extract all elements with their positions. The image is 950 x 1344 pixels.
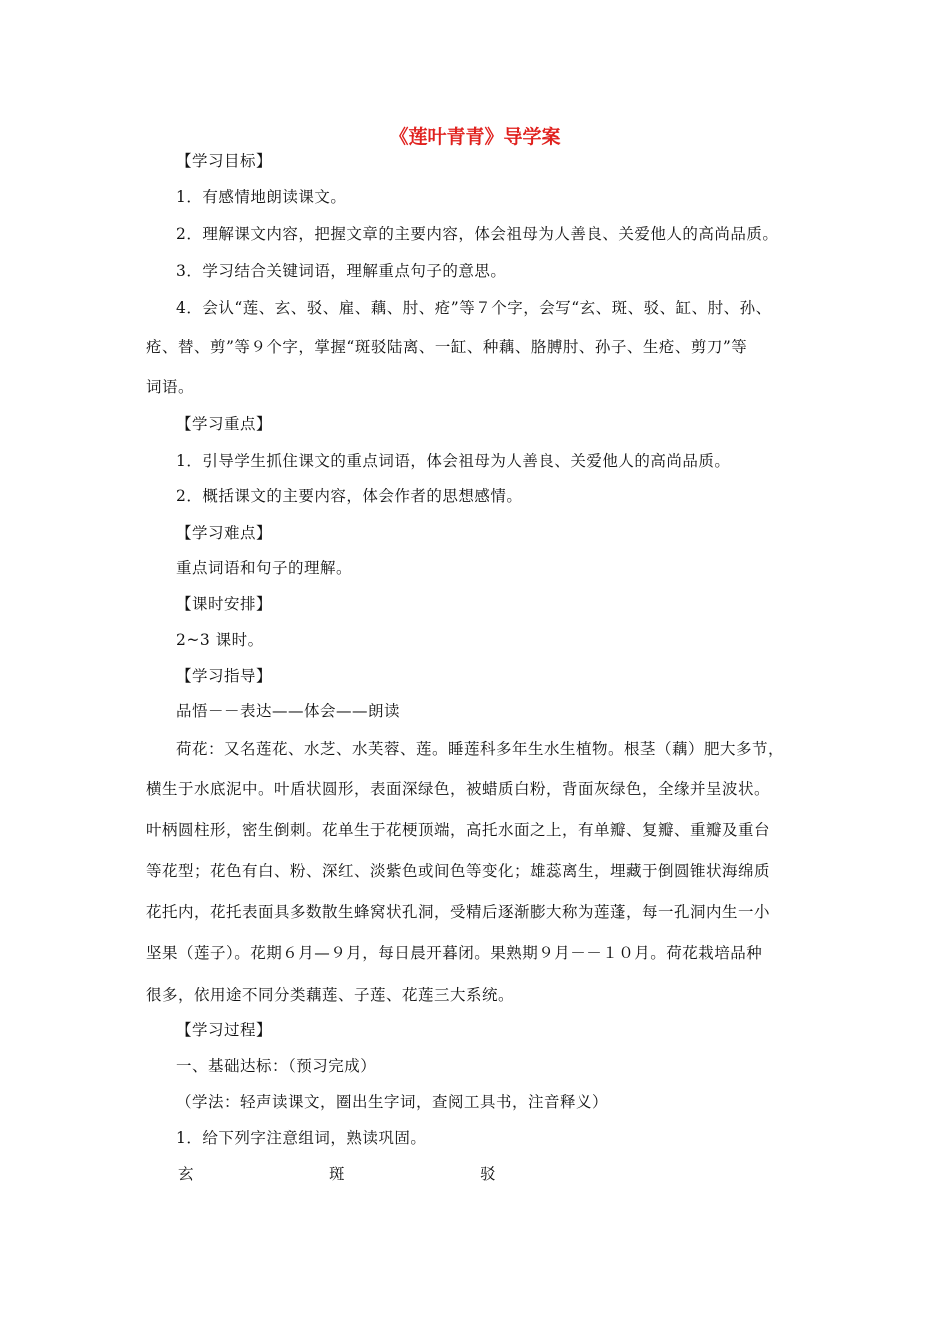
key-points-heading: 【学习重点】 [176,415,273,433]
difficulties-text: 重点词语和句子的理解。 [176,559,353,577]
goal-item: 3．学习结合关键词语，理解重点句子的意思。 [176,262,507,280]
lotus-paragraph-line: 荷花：又名莲花、水芝、水芙蓉、莲。睡莲科多年生水生植物。根茎（藕）肥大多节， [176,740,785,758]
lotus-paragraph-line: 花托内，花托表面具多数散生蜂窝状孔洞，受精后逐渐膨大称为莲蓬，每一孔洞内生一小 [146,903,771,921]
difficulties-heading: 【学习难点】 [176,524,273,542]
schedule-text: 2~3 课时。 [176,631,264,649]
goal-item: 1．有感情地朗读课文。 [176,188,347,206]
process-method-note: （学法：轻声读课文，圈出生字词，查阅工具书，注音释义） [176,1093,609,1111]
lotus-paragraph-line: 很多，依用途不同分类藕莲、子莲、花莲三大系统。 [146,986,515,1004]
practice-char: 斑 [329,1165,346,1183]
goal-item-continued: 疮、替、剪”等９个字，掌握“斑驳陆离、一缸、种藕、胳膊肘、孙子、生疮、剪刀”等 [146,338,748,356]
process-heading: 【学习过程】 [176,1021,273,1039]
lotus-paragraph-line: 坚果（莲子）。花期６月—９月，每日晨开暮闭。果熟期９月－－１０月。荷花栽培品种 [146,944,763,962]
practice-char: 驳 [480,1165,497,1183]
process-task1: 1．给下列字注意组词，熟读巩固。 [176,1129,427,1147]
key-point-item: 1．引导学生抓住课文的重点词语，体会祖母为人善良、关爱他人的高尚品质。 [176,452,731,470]
goal-item: 4．会认“莲、玄、驳、雇、藕、肘、疮”等７个字，会写“玄、斑、驳、缸、肘、孙、 [176,299,772,317]
schedule-heading: 【课时安排】 [176,595,273,613]
lotus-paragraph-line: 横生于水底泥中。叶盾状圆形，表面深绿色，被蜡质白粉，背面灰绿色，全缘并呈波状。 [146,780,771,798]
lotus-paragraph-line: 叶柄圆柱形，密生倒刺。花单生于花梗顶端，高托水面之上，有单瓣、复瓣、重瓣及重台 [146,821,771,839]
practice-char: 玄 [178,1165,195,1183]
lotus-paragraph-line: 等花型；花色有白、粉、深红、淡紫色或间色等变化；雄蕊离生，埋藏于倒圆锥状海绵质 [146,862,771,880]
goals-heading: 【学习目标】 [176,152,273,170]
key-point-item: 2．概括课文的主要内容，体会作者的思想感情。 [176,487,523,505]
goal-item-continued: 词语。 [146,378,195,396]
goal-item: 2．理解课文内容，把握文章的主要内容，体会祖母为人善良、关爱他人的高尚品质。 [176,225,779,243]
guidance-method: 品悟－－表达——体会——朗读 [176,702,401,720]
page-title: 《莲叶青青》导学案 [389,126,561,148]
process-part1: 一、基础达标：（预习完成） [176,1057,377,1075]
guidance-heading: 【学习指导】 [176,667,273,685]
